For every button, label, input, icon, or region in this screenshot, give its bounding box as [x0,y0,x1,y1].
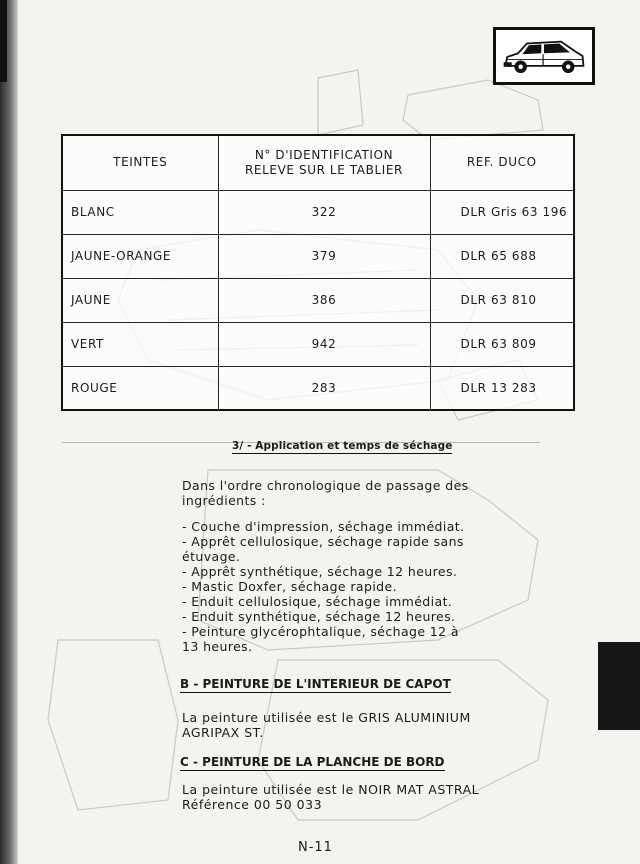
section-c-text: La peinture utilisée est le NOIR MAT ASTRAL Référence 00 50 033 [182,782,480,812]
car-side-icon [496,30,592,82]
teinte-cell: VERT [62,322,218,366]
table-row [62,366,574,410]
car-model-badge [493,27,595,85]
table-row [62,278,574,322]
list-item: - Peinture glycérophtalique, séchage 12 à 13 heures. [182,624,459,654]
ref-duco-cell: DLR 65 688 [430,234,574,278]
paint-color-table [61,134,575,411]
identification-cell: 379 [218,234,430,278]
header-ref-duco: REF. DUCO [430,135,574,190]
identification-cell: 386 [218,278,430,322]
teinte-cell: JAUNE [62,278,218,322]
binding-edge [0,0,18,864]
list-item: - Couche d'impression, séchage immédiat. [182,519,465,534]
ref-duco-cell: DLR 63 810 [430,278,574,322]
drying-steps-list [182,519,472,654]
section-thumb-tab [598,642,640,730]
section-b-title: B - PEINTURE DE L'INTERIEUR DE CAPOT [180,677,451,691]
table-row [62,234,574,278]
ref-duco-cell: DLR 13 283 [430,366,574,410]
table-row [62,190,574,234]
identification-cell: 283 [218,366,430,410]
teinte-cell: JAUNE-ORANGE [62,234,218,278]
list-item: - Apprêt synthétique, séchage 12 heures. [182,564,458,579]
section-c-title: C - PEINTURE DE LA PLANCHE DE BORD [180,755,445,769]
header-identification [218,135,430,190]
header-identification-line1: N° D'IDENTIFICATION [254,147,394,162]
list-item: - Enduit synthétique, séchage 12 heures. [182,609,456,624]
header-identification-line2: RELEVE SUR LE TABLIER [244,162,403,177]
identification-cell: 942 [218,322,430,366]
header-teintes: TEINTES [62,135,218,190]
list-item: - Mastic Doxfer, séchage rapide. [182,579,397,594]
table-row [62,322,574,366]
table-header-row [62,135,574,190]
section-3-title: 3/ - Application et temps de séchage [232,440,453,452]
section-b-text: La peinture utilisée est le GRIS ALUMINIUM AGRIPAX ST. [182,710,471,740]
ref-duco-cell: DLR 63 809 [430,322,574,366]
teinte-cell: ROUGE [62,366,218,410]
section-3-intro: Dans l'ordre chronologique de passage des ingrédients : [182,478,469,508]
list-item: - Apprêt cellulosique, séchage rapide sans étuvage. [182,534,464,564]
identification-cell: 322 [218,190,430,234]
binding-mark [0,0,7,82]
teinte-cell: BLANC [62,190,218,234]
list-item: - Enduit cellulosique, séchage immédiat. [182,594,453,609]
page-number: N-11 [298,840,333,855]
ref-duco-cell: DLR Gris 63 196 [430,190,574,234]
